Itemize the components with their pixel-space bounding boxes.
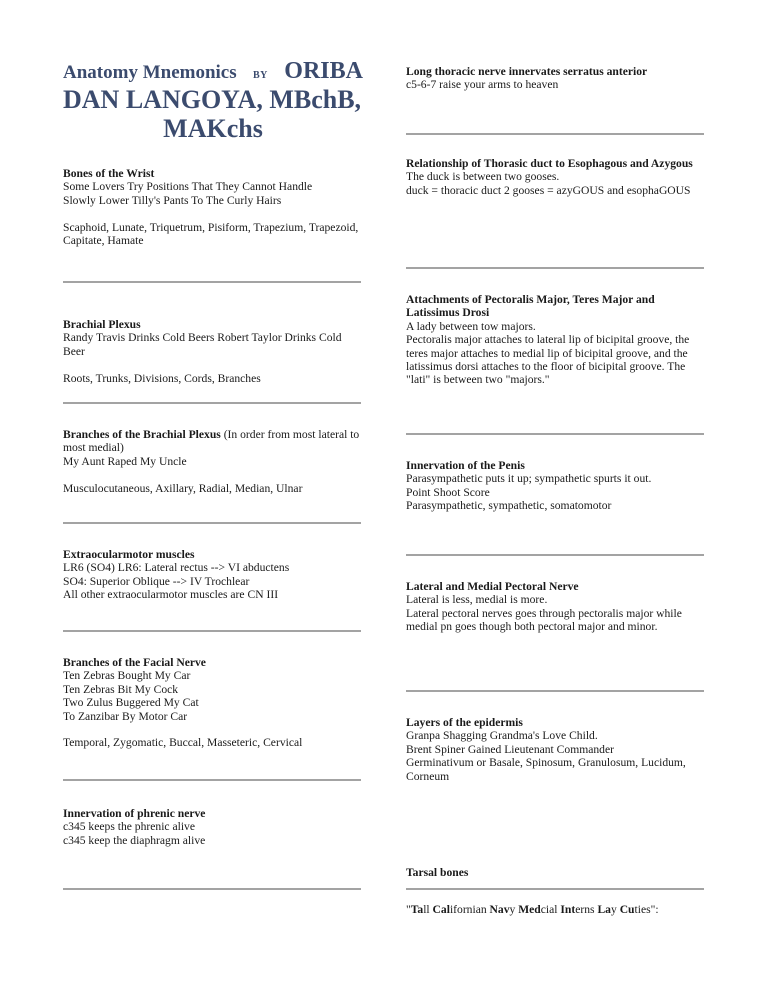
section-heading: Branches of the Facial Nerve xyxy=(63,656,206,669)
mnemonic-line: c345 keeps the phrenic alive xyxy=(63,820,195,834)
answer-line: Temporal, Zygomatic, Buccal, Masseteric, Cervical xyxy=(63,736,303,750)
section-heading: Extraocularmotor muscles xyxy=(63,548,195,561)
mnemonic-line: All other extraocularmotor muscles are CN III xyxy=(63,588,279,602)
mnemonic-line: A lady between tow majors. xyxy=(406,319,536,333)
mnemonic-line: Point Shoot Score xyxy=(406,485,490,499)
divider xyxy=(63,522,361,524)
section-heading: Attachments of Pectoralis Major, Teres Major and Latissimus Drosi xyxy=(406,293,655,320)
mnemonic-line: SO4: Superior Oblique --> IV Trochlear xyxy=(63,574,250,588)
section-thoracic-duct xyxy=(406,157,706,197)
section-brachial-plexus xyxy=(63,318,363,385)
section-epidermis xyxy=(406,716,706,783)
mnemonic-line: c345 keep the diaphragm alive xyxy=(63,833,206,847)
section-heading: Innervation of phrenic nerve xyxy=(63,807,206,820)
divider xyxy=(63,779,361,781)
section-heading: Branches of the Brachial Plexus xyxy=(63,428,221,441)
section-heading: Lateral and Medial Pectoral Nerve xyxy=(406,580,579,593)
section-pectoral-nerve xyxy=(406,580,706,634)
divider xyxy=(406,554,704,556)
mnemonic-line: To Zanzibar By Motor Car xyxy=(63,709,188,723)
divider xyxy=(63,888,361,890)
title-part1: Anatomy Mnemonics xyxy=(63,62,237,83)
title-line3: MAKchs xyxy=(163,114,263,143)
section-brachial-branches xyxy=(63,428,363,495)
answer-line: Germinativum or Basale, Spinosum, Granulosum, Lucidum, Corneum xyxy=(406,756,686,783)
mnemonic-line: Lateral is less, medial is more. xyxy=(406,593,548,607)
mnemonic-line: Slowly Lower Tilly's Pants To The Curly Hairs xyxy=(63,193,282,207)
section-heading: Brachial Plexus xyxy=(63,318,141,331)
mnemonic-line: Brent Spiner Gained Lieutenant Commander xyxy=(406,742,614,756)
divider xyxy=(63,630,361,632)
mnemonic-line: Parasympathetic puts it up; sympathetic spurts it out. xyxy=(406,472,652,486)
heading-note: (In order from most lateral to most medial) xyxy=(63,428,360,455)
document-title xyxy=(63,58,363,143)
section-pectoralis xyxy=(406,293,706,387)
section-tarsal xyxy=(406,866,706,879)
answer-line: Roots, Trunks, Divisions, Cords, Branches xyxy=(63,371,261,385)
mnemonic-line: c5-6-7 raise your arms to heaven xyxy=(406,78,559,92)
mnemonic-line: LR6 (SO4) LR6: Lateral rectus --> VI abductens xyxy=(63,561,290,575)
mnemonic-line: My Aunt Raped My Uncle xyxy=(63,454,187,468)
answer-line: Parasympathetic, sympathetic, somatomotor xyxy=(406,499,612,513)
mnemonic-line: duck = thoracic duct 2 gooses = azyGOUS and esophaGOUS xyxy=(406,183,691,197)
section-heading: Bones of the Wrist xyxy=(63,167,155,180)
section-facial-nerve xyxy=(63,656,363,750)
answer-line: Musculocutaneous, Axillary, Radial, Median, Ulnar xyxy=(63,481,303,495)
title-part2: ORIBA xyxy=(284,58,363,84)
section-extraocular xyxy=(63,548,363,602)
section-heading: Relationship of Thorasic duct to Esophagous and Azygous xyxy=(406,157,693,170)
section-heading: Long thoracic nerve innervates serratus anterior xyxy=(406,65,648,78)
title-by: BY xyxy=(253,70,268,81)
explanation-text: Lateral pectoral nerves goes through pectoralis major while medial pn goes though both pectoral major and minor. xyxy=(406,606,682,634)
mnemonic-line: "Tall Californian Navy Medcial Interns Lay Cuties": xyxy=(406,903,659,916)
mnemonic-line: The duck is between two gooses. xyxy=(406,170,560,184)
divider xyxy=(406,888,704,890)
section-heading: Tarsal bones xyxy=(406,866,469,879)
section-penis xyxy=(406,459,706,513)
title-line2: DAN LANGOYA, MBchB, xyxy=(63,85,362,114)
mnemonic-line: Randy Travis Drinks Cold Beers Robert Taylor Drinks Cold Beer xyxy=(63,331,342,358)
section-heading: Layers of the epidermis xyxy=(406,716,523,729)
answer-line: Scaphoid, Lunate, Triquetrum, Pisiform, Trapezium, Trapezoid, Capitate, Hamate xyxy=(63,220,359,248)
section-long-thoracic xyxy=(406,65,706,92)
mnemonic-line: Two Zulus Buggered My Cat xyxy=(63,696,199,710)
divider xyxy=(406,690,704,692)
divider xyxy=(63,281,361,283)
section-wrist xyxy=(63,167,363,247)
divider xyxy=(63,402,361,404)
section-phrenic xyxy=(63,807,363,847)
divider xyxy=(406,267,704,269)
mnemonic-line: Ten Zebras Bit My Cock xyxy=(63,682,179,696)
mnemonic-line: Granpa Shagging Grandma's Love Child. xyxy=(406,729,598,743)
mnemonic-line: Some Lovers Try Positions That They Cannot Handle xyxy=(63,180,313,194)
divider xyxy=(406,133,704,135)
mnemonic-line: Ten Zebras Bought My Car xyxy=(63,669,191,683)
section-heading: Innervation of the Penis xyxy=(406,459,525,472)
explanation-text: Pectoralis major attaches to lateral lip of bicipital groove, the teres major attaches to medial lip of bicipital groove, and the latissimus dorsi attaches to the floor of bicipital groove. The "lati" is between two "majors." xyxy=(406,333,690,387)
tarsal-mnemonic xyxy=(406,903,706,916)
divider xyxy=(406,433,704,435)
